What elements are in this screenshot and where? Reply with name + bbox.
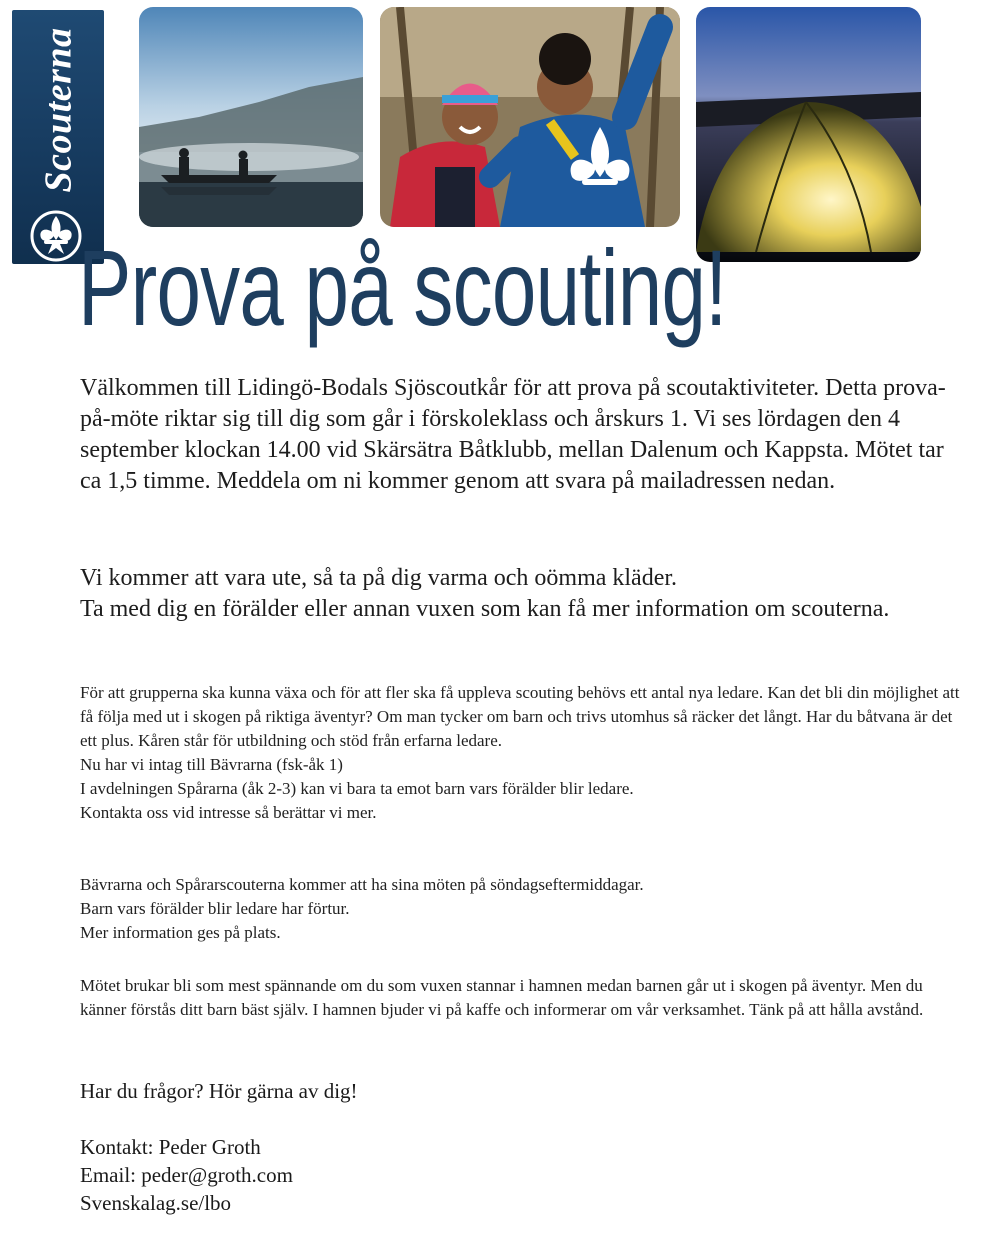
contact-name: Kontakt: Peder Groth: [80, 1135, 261, 1159]
tent-photo: [696, 7, 921, 262]
brand-banner: [12, 10, 104, 264]
contact-website[interactable]: Svenskalag.se/lbo: [80, 1191, 232, 1215]
brand-wordmark: [26, 22, 90, 197]
intro-paragraph: Välkommen till Lidingö-Bodals Sjöscoutkår för att prova på scoutaktiviteter. Detta prova-på-möte riktar sig till dig som går i förskoleklass och årskurs 1. Vi ses lördagen den 4 september klockan 14.00 vid Skärsätra Båtklubb, mellan Dalenum och Kappsta. Mötet tar ca 1,5 timme. Meddela om ni kommer genom att svara på mailadressen nedan.: [80, 375, 946, 494]
groups-paragraph: [80, 873, 960, 945]
groups-line: Mer information ges på plats.: [80, 923, 281, 942]
contact-email[interactable]: Email: peder@groth.com: [80, 1163, 293, 1187]
groups-line: Barn vars förälder blir ledare har förtur.: [80, 899, 350, 918]
question-text: Har du frågor? Hör gärna av dig!: [80, 1079, 358, 1103]
kids-photo: [380, 7, 680, 227]
outdoor-line: Ta med dig en förälder eller annan vuxen som kan få mer information om scouterna.: [80, 596, 890, 622]
meeting-paragraph: Mötet brukar bli som mest spännande om du som vuxen stannar i hamnen medan barnen går ut i skogen på äventyr. Men du känner förstås ditt barn bäst själv. I hamnen bjuder vi på kaffe och informerar om vår verksamhet. Tänk på att hålla avstånd.: [80, 976, 924, 1019]
leaders-line: För att grupperna ska kunna växa och för att fler ska få uppleva scouting behövs ett antal nya ledare. Kan det bli din möjlighet att få följa med ut i skogen på riktiga äventyr? Om man tycker om barn och trivs utomhus så räcker det långt. Har du båtvana är det ett plus. Kåren står för utbildning och stöd från erfarna ledare.: [80, 683, 960, 750]
leaders-paragraph: [80, 681, 960, 825]
outdoor-paragraph: [80, 563, 900, 625]
lake-canoe-photo: [139, 7, 363, 227]
brand-name: Scouterna: [37, 27, 80, 192]
leaders-line: I avdelningen Spårarna (åk 2-3) kan vi bara ta emot barn vars förälder blir ledare.: [80, 779, 634, 798]
groups-line: Bävrarna och Spårarscouterna kommer att ha sina möten på söndagseftermiddagar.: [80, 875, 644, 894]
page-title: Prova på scouting!: [78, 227, 727, 348]
leaders-line: Nu har vi intag till Bävrarna (fsk-åk 1): [80, 755, 343, 774]
contact-block: [80, 1133, 293, 1217]
leaders-line: Kontakta oss vid intresse så berättar vi mer.: [80, 803, 377, 822]
outdoor-line: Vi kommer att vara ute, så ta på dig varma och oömma kläder.: [80, 565, 678, 591]
fleur-de-lis-icon: [26, 206, 86, 266]
